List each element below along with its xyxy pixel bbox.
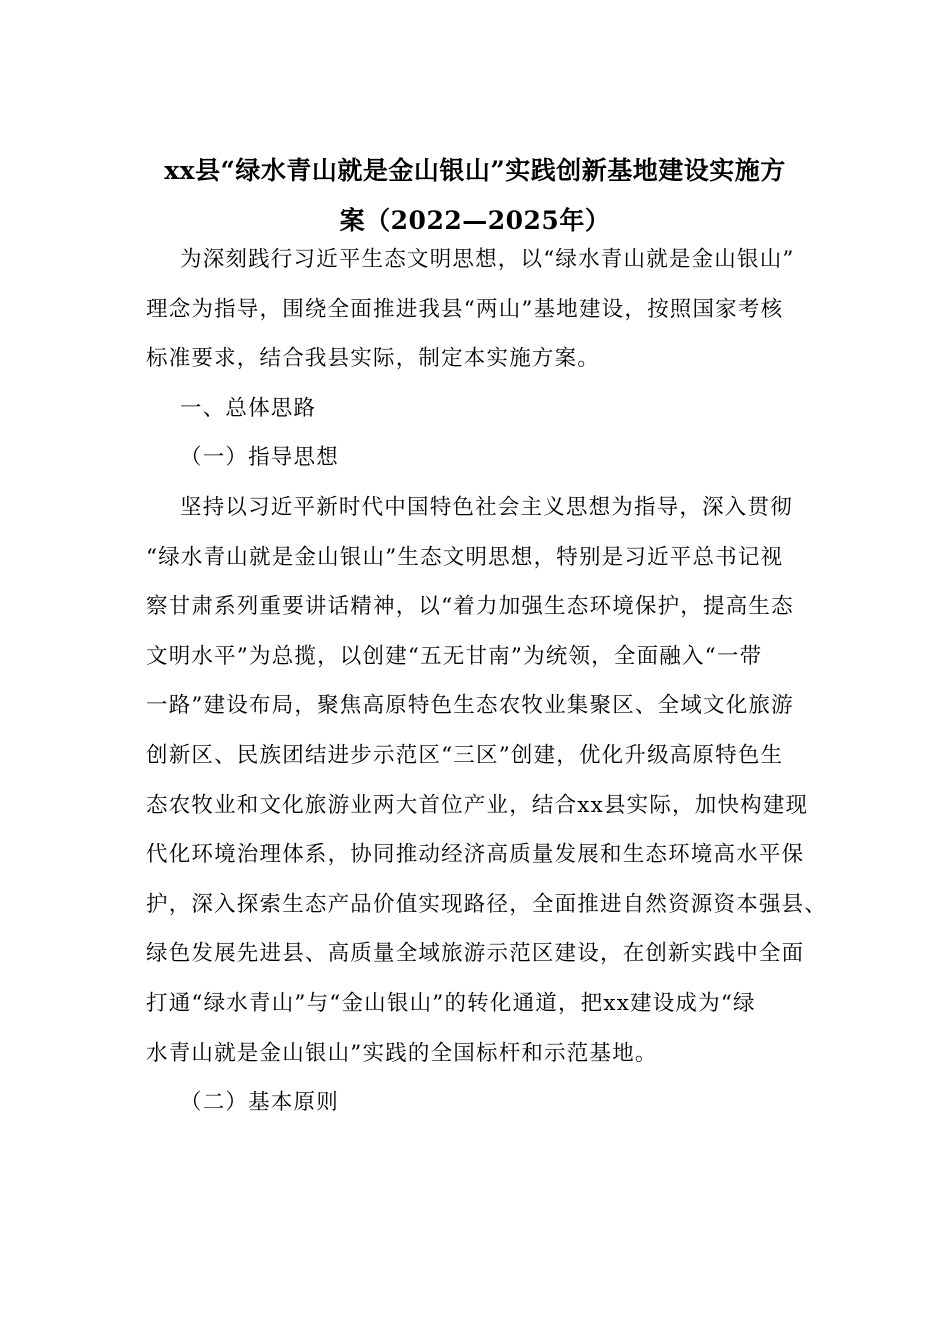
paragraph-line: “绿水青山就是金山银山”生态文明思想，特别是习近平总书记视 [146,544,784,570]
paragraph-line: 打通“绿水青山”与“金山银山”的转化通道，把xx建设成为“绿 [146,990,756,1016]
title-line-2: 案（2022—2025年） [339,206,611,235]
subsection-heading-guiding-ideology [146,433,810,483]
guiding-ideology-paragraph [146,483,828,1078]
section-heading-overall-approach [146,384,810,434]
paragraph-line: 态农牧业和文化旅游业两大首位产业，结合xx县实际，加快构建现 [146,792,809,818]
document-body [146,235,828,1128]
subsection-heading-basic-principles [146,1078,810,1128]
section-heading-text: 一、总体思路 [180,395,317,421]
intro-line-1: 为深刻践行习近平生态文明思想，以“绿水青山就是金山银山” [180,247,795,272]
paragraph-line: 水青山就是金山银山”实践的全国标杆和示范基地。 [146,1040,658,1066]
paragraph-line: 察甘肃系列重要讲话精神，以“着力加强生态环境保护，提高生态 [146,594,794,620]
document-title [120,146,830,246]
paragraph-line: 护，深入探索生态产品价值实现路径，全面推进自然资源资本强县、 [146,891,828,917]
paragraph-line: 创新区、民族团结进步示范区“三区”创建，优化升级高原特色生 [146,742,784,768]
intro-paragraph [146,235,810,384]
paragraph-line: 绿色发展先进县、高质量全域旅游示范区建设，在创新实践中全面 [146,941,805,967]
intro-line-3: 标准要求，结合我县实际，制定本实施方案。 [146,346,601,372]
intro-line-2: 理念为指导，围绕全面推进我县“两山”基地建设，按照国家考核 [146,296,784,322]
paragraph-line: 坚持以习近平新时代中国特色社会主义思想为指导，深入贯彻 [180,494,793,520]
paragraph-line: 一路”建设布局，聚焦高原特色生态农牧业集聚区、全域文化旅游 [146,693,794,719]
subsection-heading-text: （一）指导思想 [180,445,339,471]
subsection-heading-text: （二）基本原则 [180,1090,339,1116]
paragraph-line: 代化环境治理体系，协同推动经济高质量发展和生态环境高水平保 [146,842,805,868]
title-line-1: xx县“绿水青山就是金山银山”实践创新基地建设实施方 [164,156,786,185]
paragraph-line: 文明水平”为总揽，以创建“五无甘南”为统领，全面融入“一带 [146,643,763,669]
